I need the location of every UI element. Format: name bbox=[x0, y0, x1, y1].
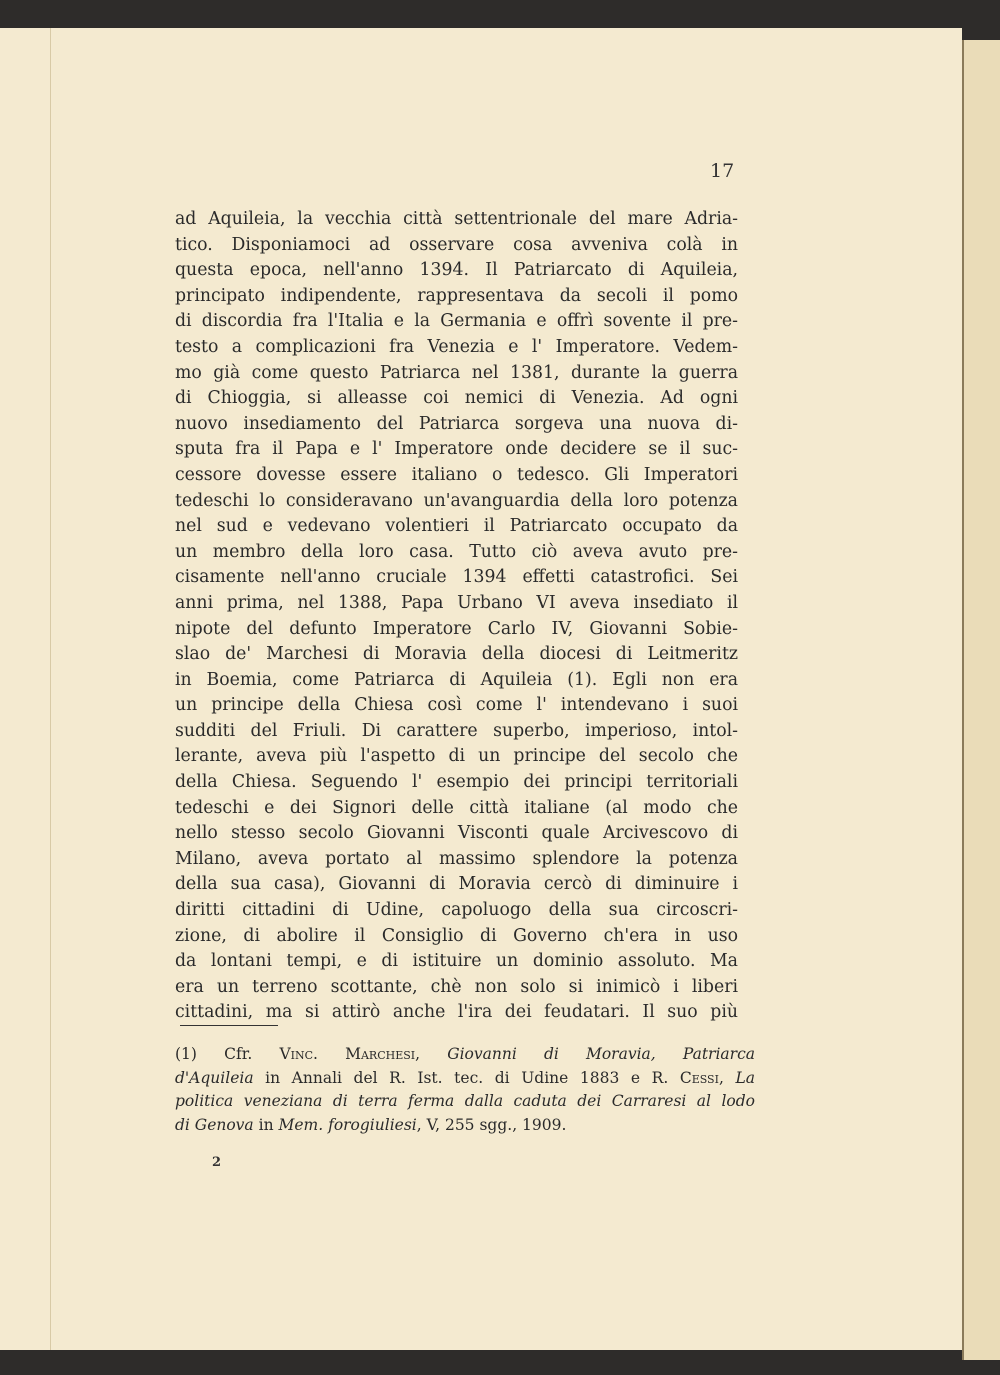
text-line: sudditi del Friuli. Di carattere superbo, imperioso, intol- bbox=[175, 720, 738, 741]
text-line: in Boemia, come Patriarca di Aquileia (1). Egli non era bbox=[175, 669, 738, 690]
text-line: questa epoca, nell'anno 1394. Il Patriarcato di Aquileia, bbox=[175, 260, 738, 281]
text-line: cessore dovesse essere italiano o tedesco. Gli Imperatori bbox=[175, 464, 738, 485]
text-line: Milano, aveva portato al massimo splendore la potenza bbox=[175, 848, 738, 869]
text-line: tedeschi lo consideravano un'avanguardia della loro potenza bbox=[175, 490, 738, 511]
footnote-text: (1) Cfr. bbox=[175, 1045, 280, 1063]
footnote-title: di Genova bbox=[175, 1115, 254, 1134]
text-line: slao de' Marchesi di Moravia della diocesi di Leitmeritz bbox=[175, 644, 738, 665]
text-line: di Chioggia, si alleasse coi nemici di Venezia. Ad ogni bbox=[175, 388, 738, 409]
text-line: un membro della loro casa. Tutto ciò aveva avuto pre- bbox=[175, 541, 738, 562]
footnote-title: d'Aquileia bbox=[175, 1068, 254, 1087]
text-line: nel sud e vedevano volentieri il Patriarcato occupato da bbox=[175, 516, 738, 537]
text-line: sputa fra il Papa e l' Imperatore onde decidere se il suc- bbox=[175, 439, 738, 460]
footnote: (1) Cfr. Vinc. Marchesi, Giovanni di Moravia, Patriarca d'Aquileia in Annali del R. Ist. tec. di Udine 1883 e R. Cessi, La politica veneziana di terra ferma dalla caduta dei Carraresi al lodo di Genova in Mem. forogiuliesi, V, 255 sgg., 1909. bbox=[175, 1045, 756, 1134]
text-line: un principe della Chiesa così come l' intendevano i suoi bbox=[175, 695, 738, 716]
text-line: nello stesso secolo Giovanni Visconti quale Arcivescovo di bbox=[175, 823, 738, 844]
text-line: ad Aquileia, la vecchia città settentrionale del mare Adria- bbox=[175, 209, 738, 229]
text-line: da lontani tempi, e di istituire un dominio assoluto. Ma bbox=[175, 951, 738, 972]
text-line: della Chiesa. Seguendo l' esempio dei principi territoriali bbox=[175, 772, 738, 793]
footnote-text: , V, 255 sgg., 1909. bbox=[416, 1115, 567, 1134]
footnote-text: in bbox=[253, 1115, 279, 1134]
footnote-text: in Annali del R. Ist. tec. di Udine 1883 e R. bbox=[253, 1068, 680, 1087]
body-text bbox=[175, 207, 738, 1026]
text-line: di discordia fra l'Italia e la Germania e offrì sovente il pre- bbox=[175, 311, 738, 332]
page-gutter bbox=[50, 28, 51, 1350]
text-line: nipote del defunto Imperatore Carlo IV, Giovanni Sobie- bbox=[175, 618, 738, 639]
footnote-text: , bbox=[718, 1068, 736, 1087]
footnote-journal: Mem. forogiuliesi bbox=[278, 1115, 417, 1134]
text-line: della sua casa), Giovanni di Moravia cercò di diminuire i bbox=[175, 874, 738, 895]
page-number: 17 bbox=[710, 160, 735, 182]
text-line: nuovo insediamento del Patriarca sorgeva una nuova di- bbox=[175, 413, 738, 434]
text-line: zione, di abolire il Consiglio di Governo ch'era in uso bbox=[175, 925, 738, 946]
text-line: cittadini, ma si attirò anche l'ira dei feudatari. Il suo più bbox=[175, 1002, 738, 1023]
footnote-title: politica veneziana di terra ferma dalla caduta dei Carraresi al lodo bbox=[175, 1092, 755, 1110]
footnote-author: Vinc. Marchesi bbox=[279, 1045, 416, 1063]
text-line: principato indipendente, rappresentava da secoli il pomo bbox=[175, 285, 738, 306]
footnote-title: Giovanni di Moravia, Patriarca bbox=[447, 1045, 755, 1063]
text-line: anni prima, nel 1388, Papa Urbano VI aveva insediato il bbox=[175, 592, 738, 613]
next-page-edge bbox=[962, 40, 1000, 1360]
text-line: tico. Disponiamoci ad osservare cosa avveniva colà in bbox=[175, 234, 738, 255]
footnote-title: La bbox=[735, 1068, 756, 1087]
text-line: lerante, aveva più l'aspetto di un principe del secolo che bbox=[175, 746, 738, 767]
text-line: tedeschi e dei Signori delle città italiane (al modo che bbox=[175, 797, 738, 818]
signature-mark: 2 bbox=[212, 1155, 222, 1170]
footnote-author: Cessi bbox=[679, 1068, 719, 1087]
text-line: mo già come questo Patriarca nel 1381, durante la guerra bbox=[175, 362, 738, 383]
text-line: era un terreno scottante, chè non solo si inimicò i liberi bbox=[175, 976, 738, 997]
text-line: cisamente nell'anno cruciale 1394 effetti catastrofici. Sei bbox=[175, 567, 738, 588]
text-line: testo a complicazioni fra Venezia e l' Imperatore. Vedem- bbox=[175, 336, 738, 357]
text-line: diritti cittadini di Udine, capoluogo della sua circoscri- bbox=[175, 900, 738, 921]
footnote-rule bbox=[180, 1025, 278, 1026]
